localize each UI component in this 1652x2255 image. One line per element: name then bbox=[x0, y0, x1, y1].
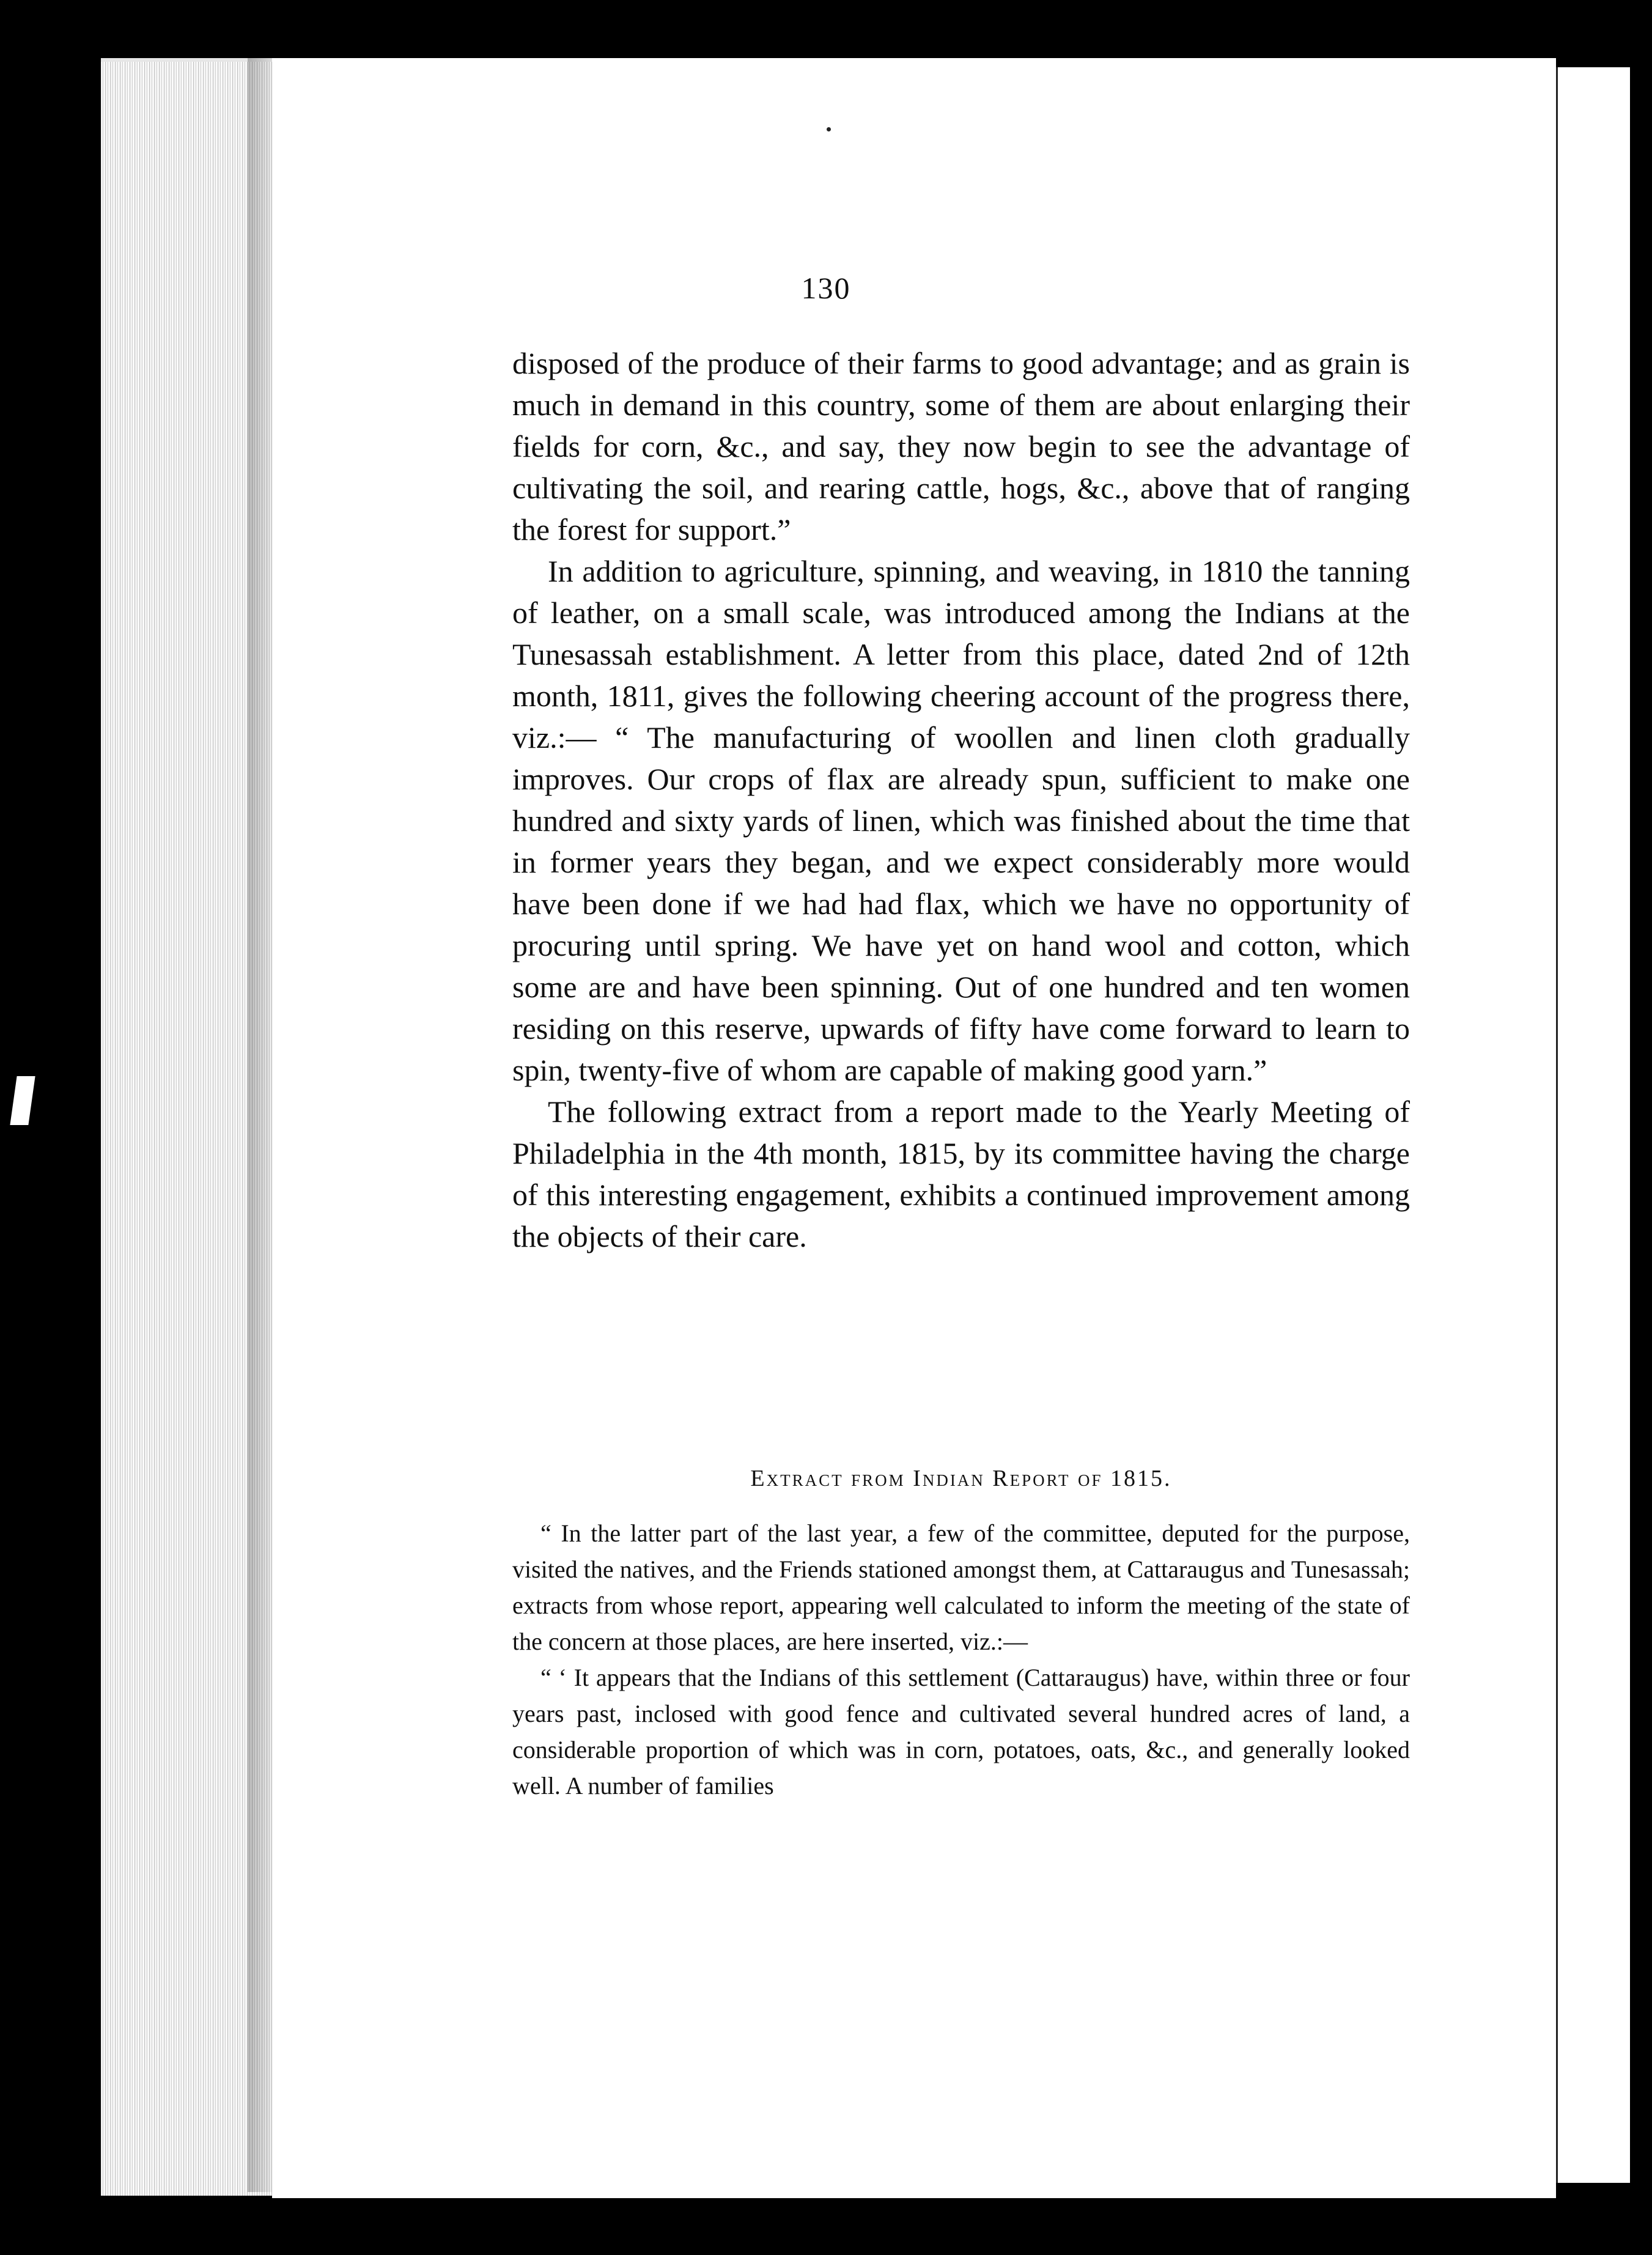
page-number: 130 bbox=[801, 271, 851, 305]
extract-paragraph-2: “ ‘ It appears that the Indians of this settlement (Cattaraugus) have, within three or four years past, inclosed with good fence and cultivated several hundred acres of land, a considerable proportion of which was in corn, potatoes, oats, &c., and generally looked well. A number of families bbox=[512, 1664, 1410, 1799]
facing-page-edge bbox=[1556, 67, 1630, 2183]
extract-paragraph-1: “ In the latter part of the last year, a few of the committee, deputed for the purpose, visited the natives, and the Friends stationed amongst them, at Cattaraugus and Tunesassah; extracts from whose report, appearing well calculated to inform the meeting of the state of the concern at those places, are here inserted, viz.:— bbox=[512, 1519, 1410, 1655]
paragraph-extract-intro: The following extract from a report made to the Yearly Meeting of Philadelphia in the 4th month, 1815, by its committee having the charge of this interesting engagement, exhibits a continued improvement among the objects of their care. bbox=[512, 1094, 1410, 1253]
ink-speck bbox=[827, 127, 831, 131]
extract-heading: Extract from Indian Report of 1815. bbox=[750, 1466, 1172, 1491]
main-text bbox=[512, 342, 1410, 1257]
paragraph-continued: disposed of the produce of their farms to good advantage; and as grain is much in demand in this country, some of them are about enlarging their fields for corn, &c., and say, they now begin to see the advantage of cultivating the soil, and rearing cattle, hogs, &c., above that of ranging the forest for support.” bbox=[512, 346, 1410, 547]
paragraph-tanning: In addition to agriculture, spinning, and weaving, in 1810 the tanning of leather, on a small scale, was introduced among the Indians at the Tunesassah establishment. A letter from this place, dated 2nd of 12th month, 1811, gives the following cheering account of the progress there, viz.:— “ The manufacturing of woollen and linen cloth gradually improves. Our crops of flax are already spun, sufficient to make one hundred and sixty yards of linen, which was finished about the time that in former years they began, and we expect considerably more would have been done if we had had flax, which we have no opportunity of procuring until spring. We have yet on hand wool and cotton, which some are and have been spinning. Out of one hundred and ten women residing on this reserve, upwards of fifty have come forward to learn to spin, twenty-five of whom are capable of making good yarn.” bbox=[512, 554, 1410, 1087]
extract-text bbox=[512, 1515, 1410, 1804]
